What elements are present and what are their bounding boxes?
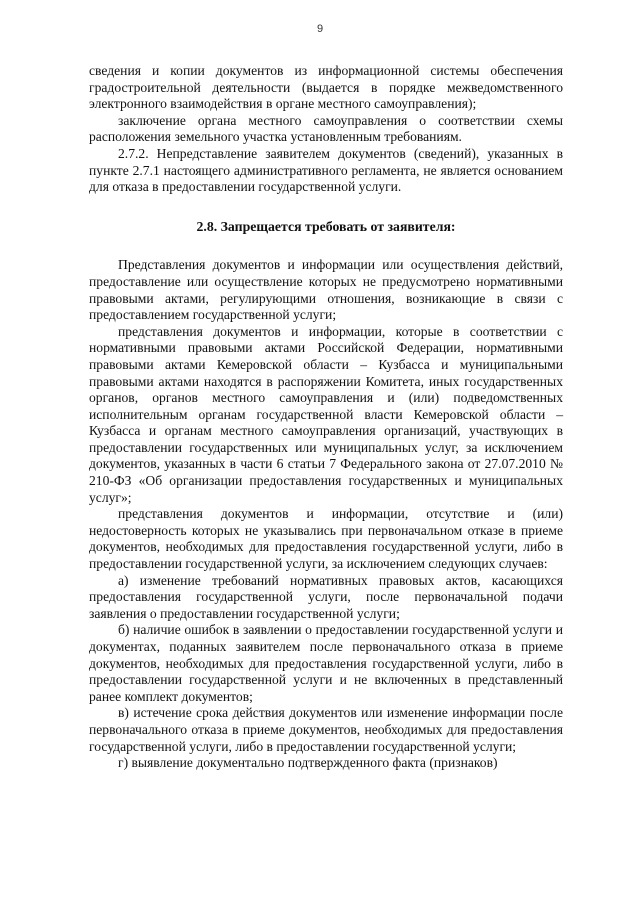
paragraph-scheme-conclusion: заключение органа местного самоуправления о соответствии схемы расположения земельного участка установленным требованиям.: [89, 112, 563, 145]
paragraph-2-7-2: 2.7.2. Непредставление заявителем документов (сведений), указанных в пункте 2.7.1 настоящего административного регламента, не является основанием для отказа в предоставлении государственной услуги.: [89, 145, 563, 195]
page-number: 9: [316, 23, 324, 35]
list-item-g: г) выявление документально подтвержденного факта (признаков): [118, 755, 498, 771]
list-item-a: а) изменение требований нормативных правовых актов, касающихся предоставления государственной услуги, после первоначальной подачи заявления о предоставлении государственной услуги;: [89, 572, 563, 621]
list-item-v: в) истечение срока действия документов или изменение информации после первоначального отказа в приеме документов, необходимых для предоставления государственной услуги, либо в предоставлении государственной услуги;: [89, 705, 563, 754]
paragraph-prohibition-actions: Представления документов и информации или осуществления действий, предоставление или осуществление которых не предусмотрено нормативными правовыми актами, регулирующими отношения, возникающие в связи с предоставлением государственной услуги;: [89, 257, 563, 323]
paragraph-prohibition-unindicated: представления документов и информации, отсутствие и (или) недостоверность которых не указывались при первоначальном отказе в приеме документов, необходимых для предоставления государственной услуги, либо в предоставлении государственной услуги, за исключением следующих случаев:: [89, 506, 563, 572]
paragraph-prohibition-documents: представления документов и информации, которые в соответствии с нормативными правовыми актами Российской Федерации, нормативными правовыми актами Кемеровской области – Кузбасса и муниципальными правовыми актами находятся в распоряжении Комитета, иных государственных органов, органов местного самоуправления и (или) подведомственных исполнительным органам государственной власти Кемеровской области – Кузбасса и органам местного самоуправления организаций, участвующих в предоставлении государственных или муниципальных услуг, за исключением документов, указанных в части 6 статьи 7 Федерального закона от 27.07.2010 № 210-ФЗ «Об организации предоставления государственных и муниципальных услуг»;: [89, 323, 563, 505]
paragraph-isogd-documents: сведения и копии документов из информационной системы обеспечения градостроительной деятельности (выдается в порядке межведомственного электронного взаимодействия в органе местного самоуправления);: [89, 63, 563, 112]
document-body: [89, 63, 563, 772]
list-item-b: б) наличие ошибок в заявлении о предоставлении государственной услуги и документах, поданных заявителем после первоначального отказа в приеме документов, необходимых для предоставления государственной услуги, либо в предоставлении государственной услуги и не включенных в представленный ранее комплект документов;: [89, 622, 563, 704]
section-heading-2-8: 2.8. Запрещается требовать от заявителя:: [196, 218, 456, 234]
